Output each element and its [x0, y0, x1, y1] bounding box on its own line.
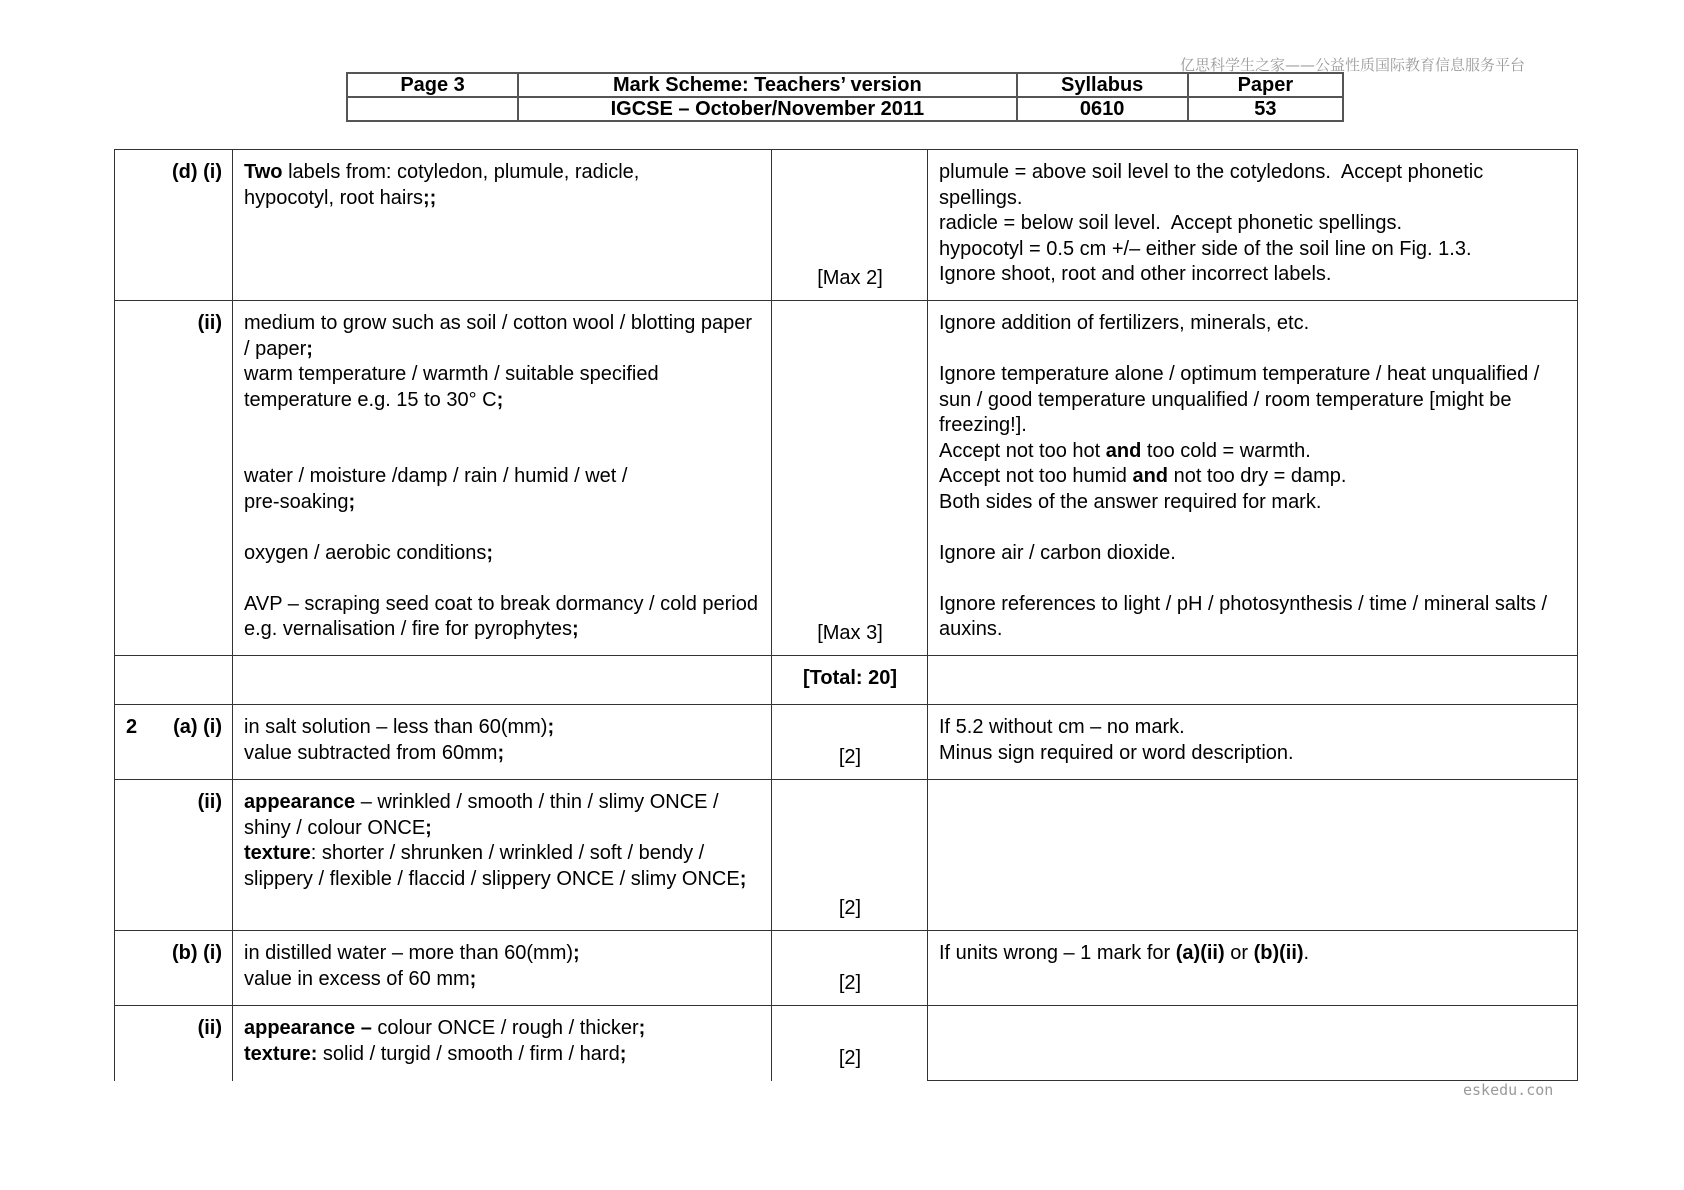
guidance-text: and — [1105, 439, 1142, 462]
marks-cell: [2] — [772, 705, 928, 780]
mark-scheme-row — [115, 705, 1578, 780]
answer-cell — [233, 656, 772, 705]
guidance-text: . — [1303, 942, 1310, 964]
question-part: (ii) — [197, 1017, 222, 1039]
answer-text: value in excess of 60 mm — [244, 967, 470, 990]
header-blank-cell — [347, 97, 518, 121]
answer-text: ; — [497, 741, 505, 764]
answer-text: appearance — [244, 791, 356, 813]
answer-cell — [233, 301, 772, 656]
answer-text: ; — [469, 967, 477, 990]
total-marks: [Total: 20] — [772, 656, 928, 705]
exam-session: IGCSE – October/November 2011 — [518, 97, 1016, 121]
watermark-bottom: eskedu.con — [1463, 1081, 1554, 1099]
mark-scheme-table — [114, 149, 1578, 1081]
header-row-1 — [347, 73, 1343, 97]
guidance-text: not too dry = damp. Both sides of the answer required for mark. Ignore air / carbon dioxide. Ignore references to light / pH / photosynthesis / time / mineral salts / auxins. — [939, 465, 1548, 640]
answer-text: ; — [348, 490, 356, 513]
answer-text: Two — [244, 161, 283, 183]
marks-cell: [2] — [772, 780, 928, 931]
guidance-text: (a)(ii) — [1175, 942, 1225, 964]
answer-text: ;; — [422, 186, 437, 209]
marks-cell: [2] — [772, 931, 928, 1006]
guidance-text: If 5.2 without cm – no mark. Minus sign required or word description. — [939, 716, 1294, 764]
paper-number: 53 — [1188, 97, 1343, 121]
question-part: (ii) — [197, 791, 222, 813]
answer-cell — [233, 1006, 772, 1081]
mark-scheme-row — [115, 150, 1578, 301]
answer-cell — [233, 705, 772, 780]
guidance-text: too cold = warmth. Accept not too humid — [939, 439, 1311, 487]
answer-text: ; — [306, 337, 313, 360]
answer-text: ; — [638, 1017, 646, 1039]
answer-text: : shorter / shrunken / wrinkled / soft / bendy / slippery / flexible / flaccid / slippery ONCE / slimy ONCE — [244, 842, 740, 890]
document-title: Mark Scheme: Teachers’ version — [518, 73, 1016, 97]
guidance-text: and — [1132, 465, 1169, 487]
answer-text: medium to grow such as soil / cotton wool / blotting paper / paper — [244, 312, 758, 360]
answer-text: texture — [244, 842, 311, 864]
question-number-cell — [115, 780, 233, 931]
question-number: 2 — [126, 716, 138, 738]
answer-text: water / moisture /damp / rain / humid / wet / pre-soaking — [244, 465, 628, 513]
guidance-text: plumule = above soil level to the cotyledons. Accept phonetic spellings. radicle = below soil level. Accept phonetic spellings. hypocotyl = 0.5 cm +/– either side of the soil line on Fig. 1.3. Ignore shoot, root and other incorrect labels. — [939, 161, 1484, 285]
question-number-cell — [115, 705, 233, 780]
guidance-cell — [928, 705, 1578, 780]
question-number-cell — [115, 656, 233, 705]
answer-text: AVP – scraping seed coat to break dormancy / cold period e.g. vernalisation / fire for pyrophytes — [244, 592, 758, 640]
answer-text: ; — [547, 716, 555, 738]
guidance-cell — [928, 150, 1578, 301]
answer-text: ; — [496, 388, 504, 411]
guidance-text: or — [1224, 942, 1254, 964]
answer-text: warm temperature / warmth / suitable specified temperature e.g. 15 to 30° C — [244, 363, 659, 411]
mark-scheme-row — [115, 780, 1578, 931]
answer-text: labels from: cotyledon, plumule, radicle, hypocotyl, root hairs — [244, 161, 640, 209]
answer-text: in distilled water – more than 60(mm) — [244, 942, 574, 964]
question-part: (ii) — [197, 312, 222, 334]
question-part: (b) (i) — [172, 942, 222, 964]
marks-cell: [Max 2] — [772, 150, 928, 301]
answer-text: – wrinkled / smooth / thin / slimy ONCE / shiny / colour ONCE — [244, 791, 725, 839]
answer-text: ; — [739, 867, 747, 890]
answer-text: ; — [573, 942, 580, 964]
question-number-cell — [115, 931, 233, 1006]
syllabus-label: Syllabus — [1017, 73, 1188, 97]
question-part: (a) (i) — [173, 716, 222, 738]
guidance-cell — [928, 656, 1578, 705]
answer-text: colour ONCE / rough / thicker — [371, 1017, 639, 1039]
header-table — [346, 72, 1344, 122]
guidance-cell — [928, 301, 1578, 656]
watermark-top: 亿思科学生之家——公益性质国际教育信息服务平台 — [1180, 56, 1526, 74]
guidance-text: (b)(ii) — [1253, 942, 1304, 964]
answer-text: solid / turgid / smooth / firm / hard — [317, 1042, 620, 1065]
marks-cell: [2] — [772, 1006, 928, 1081]
mark-scheme-row — [115, 931, 1578, 1006]
mark-scheme-row — [115, 1006, 1578, 1081]
answer-cell — [233, 150, 772, 301]
answer-text: ; — [486, 541, 494, 564]
answer-text: ; — [571, 618, 579, 640]
question-number-cell — [115, 301, 233, 656]
page-number: Page 3 — [347, 73, 518, 97]
answer-text: appearance – — [244, 1017, 372, 1039]
answer-cell — [233, 931, 772, 1006]
syllabus-code: 0610 — [1017, 97, 1188, 121]
answer-text: in salt solution – less than 60(mm) — [244, 716, 548, 738]
question-number-cell — [115, 1006, 233, 1081]
question-part: (d) (i) — [172, 161, 222, 183]
mark-scheme-row — [115, 656, 1578, 705]
guidance-cell — [928, 931, 1578, 1006]
marks-cell: [Max 3] — [772, 301, 928, 656]
answer-text: ; — [425, 816, 432, 839]
question-number-cell — [115, 150, 233, 301]
paper-label: Paper — [1188, 73, 1343, 97]
guidance-cell — [928, 1006, 1578, 1081]
answer-text: oxygen / aerobic conditions — [244, 541, 487, 564]
answer-cell — [233, 780, 772, 931]
guidance-cell — [928, 780, 1578, 931]
answer-text: value subtracted from 60mm — [244, 741, 498, 764]
mark-scheme-row — [115, 301, 1578, 656]
guidance-text: Ignore addition of fertilizers, minerals, etc. Ignore temperature alone / optimum temperature / heat unqualified / sun / good temperature unqualified / room temperature [might be freezing!]. Accept not too hot — [939, 312, 1540, 462]
answer-text: ; — [619, 1042, 627, 1065]
answer-text: texture: — [244, 1042, 318, 1065]
header-row-2 — [347, 97, 1343, 121]
guidance-text: If units wrong – 1 mark for — [939, 942, 1176, 964]
